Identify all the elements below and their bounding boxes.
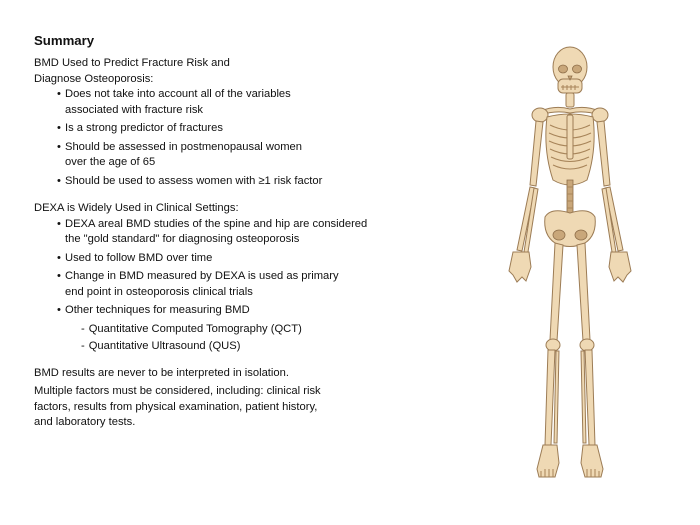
section2-heading: DEXA is Widely Used in Clinical Settings: [34,202,239,214]
list-item [34,121,434,137]
skeleton-icon [495,45,645,485]
list-item [34,303,434,319]
bullet-text: • Should be assessed in postmenopausal women [65,140,302,153]
bullet-text: • Change in BMD measured by DEXA is used as primary [65,270,339,282]
bullet-text: • Should be used to assess women with ≥1 risk factor [65,174,323,187]
list-item [34,140,434,171]
closing-line3: factors, results from physical examination, patient history, [34,400,318,413]
bullet-text: • Is a strong predictor of fractures [65,122,223,134]
list-item [34,269,434,300]
closing-line2: Multiple factors must be considered, including: clinical risk [34,385,321,397]
section1-heading-line1: BMD Used to Predict Fracture Risk and [34,57,230,69]
list-item [34,251,434,267]
bullet-text: associated with fracture risk [65,103,204,116]
bullet-text: • Used to follow BMD over time [65,251,213,264]
list-item [34,87,434,118]
bullet-text: the "gold standard" for diagnosing osteoporosis [65,233,300,245]
bullet-text: • Does not take into account all of the variables [65,88,291,100]
bullet-text: • DEXA areal BMD studies of the spine and hip are considered [65,217,368,230]
bullet-text: • Other techniques for measuring BMD [65,304,250,316]
section2-bullet-list [34,217,434,355]
section1-bullet-list [34,87,434,189]
page-title: Summary [34,33,95,48]
bullet-text: end point in osteoporosis clinical trials [65,285,253,298]
list-item [34,217,434,248]
sub-list-item: - Quantitative Computed Tomography (QCT) [81,322,302,335]
sub-bullet-text: Quantitative Computed Tomography (QCT) [88,322,302,335]
summary-text [34,33,434,431]
sub-bullet-text: Quantitative Ultrasound (QUS) [88,340,241,352]
list-item [34,174,434,190]
sub-list-item: - Quantitative Ultrasound (QUS) [81,340,241,352]
bullet-text: over the age of 65 [65,156,156,168]
closing-line1: BMD results are never to be interpreted in isolation. [34,366,289,379]
section1-heading-line2: Diagnose Osteoporosis: [34,72,154,85]
closing-line4: and laboratory tests. [34,416,136,428]
